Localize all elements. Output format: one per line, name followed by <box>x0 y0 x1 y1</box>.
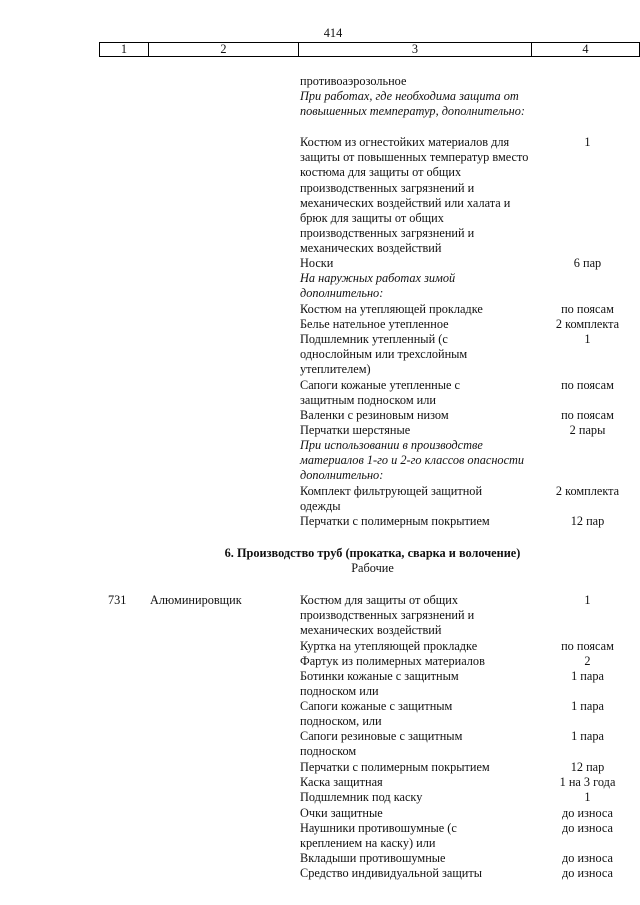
column-header-2: 2 <box>148 43 298 56</box>
item-qty: 1 пара <box>571 699 604 713</box>
item-text: Средство индивидуальной защиты <box>300 866 483 880</box>
list-item <box>300 302 530 317</box>
item-qty: 1 пара <box>571 729 604 743</box>
item-text: Каска защитная <box>300 775 383 789</box>
list-item <box>300 821 490 851</box>
item-qty: по поясам <box>561 378 614 392</box>
list-item <box>300 775 530 790</box>
item-text: Вкладыши противошумные <box>300 851 446 865</box>
item-qty: 2 комплекта <box>555 484 620 498</box>
entry-number: 731 <box>108 593 127 607</box>
item-text: Наушники противошумные (с креплением на каску) или <box>300 821 457 851</box>
page-number: 414 <box>323 26 343 40</box>
item-qty: 2 комплекта <box>555 317 620 331</box>
list-item <box>300 806 530 821</box>
list-item <box>300 408 530 423</box>
list-item <box>300 135 530 257</box>
list-item <box>300 639 530 654</box>
item-qty: 1 на 3 года <box>559 775 616 789</box>
list-item <box>300 378 490 408</box>
list-item <box>300 423 530 438</box>
item-text: Белье нательное утепленное <box>300 317 449 331</box>
item-text: При работах, где необходима защита от повышенных температур, дополнительно: <box>300 89 526 119</box>
list-item <box>300 699 485 729</box>
item-text: Фартук из полимерных материалов <box>300 654 485 668</box>
item-qty: 12 пар <box>570 760 605 774</box>
section-title: 6. Производство труб (прокатка, сварка и волочение) <box>224 546 521 560</box>
item-qty: до износа <box>561 806 614 820</box>
list-item <box>300 790 530 805</box>
item-text: Сапоги кожаные утепленные с защитным подноском или <box>300 378 461 408</box>
item-text: Подшлемник под каску <box>300 790 423 804</box>
list-item <box>300 760 530 775</box>
list-item <box>300 514 530 529</box>
subheading <box>300 89 540 119</box>
list-item <box>300 866 530 881</box>
item-text: На наружных работах зимой дополнительно: <box>300 271 456 301</box>
item-text: Валенки с резиновым низом <box>300 408 449 422</box>
item-text: Сапоги резиновые с защитным подноском <box>300 729 463 759</box>
subheading <box>300 271 490 301</box>
item-text: Ботинки кожаные с защитным подноском или <box>300 669 459 699</box>
column-header-row <box>99 42 640 57</box>
column-header-4: 4 <box>531 43 639 56</box>
list-item <box>300 317 530 332</box>
list-item <box>300 484 515 514</box>
list-item <box>300 729 485 759</box>
item-qty: 1 <box>584 593 591 607</box>
item-text: Комплект фильтрующей защитной одежды <box>300 484 483 514</box>
item-text: Костюм для защиты от общих производственных загрязнений и механических воздействий <box>300 593 475 638</box>
item-qty: до износа <box>561 851 614 865</box>
item-qty: до износа <box>561 821 614 835</box>
item-text: Очки защитные <box>300 806 383 820</box>
list-item <box>300 332 500 378</box>
item-text: При использовании в производстве материалов 1-го и 2-го классов опасности дополнительно: <box>300 438 525 483</box>
item-qty: 2 <box>584 654 591 668</box>
item-text: Носки <box>300 256 334 270</box>
subheading <box>300 438 525 484</box>
item-qty: 1 пара <box>571 669 604 683</box>
item-qty: до износа <box>561 866 614 880</box>
item-qty: по поясам <box>561 408 614 422</box>
list-item <box>300 256 530 271</box>
column-header-3: 3 <box>298 43 531 56</box>
list-item <box>300 669 485 699</box>
item-qty: 1 <box>584 332 591 346</box>
item-text: Перчатки шерстяные <box>300 423 411 437</box>
list-item <box>300 654 530 669</box>
item-qty: 1 <box>584 135 591 149</box>
item-qty: 1 <box>584 790 591 804</box>
item-text: Куртка на утепляющей прокладке <box>300 639 478 653</box>
list-item <box>300 74 530 89</box>
item-qty: по поясам <box>561 302 614 316</box>
section-subtitle: Рабочие <box>351 561 394 575</box>
column-header-1: 1 <box>120 42 128 56</box>
item-qty: 2 пары <box>569 423 606 437</box>
item-text: Костюм из огнестойких материалов для защиты от повышенных температур вместо костюма для защиты от общих производственных загрязнений и механических воздействий или халата и брюк для защиты от общих производственных загрязнений и механических воздействий <box>300 135 529 256</box>
item-text: Сапоги кожаные с защитным подноском, или <box>300 699 453 729</box>
item-text: Перчатки с полимерным покрытием <box>300 514 490 528</box>
item-text: противоаэрозольное <box>300 74 407 88</box>
item-text: Перчатки с полимерным покрытием <box>300 760 490 774</box>
entry-profession: Алюминировщик <box>150 593 242 607</box>
item-qty: по поясам <box>561 639 614 653</box>
list-item <box>300 851 530 866</box>
item-text: Подшлемник утепленный (с однослойным или трехслойным утеплителем) <box>300 332 468 377</box>
item-qty: 12 пар <box>570 514 605 528</box>
item-text: Костюм на утепляющей прокладке <box>300 302 483 316</box>
item-qty: 6 пар <box>573 256 602 270</box>
list-item <box>300 593 505 639</box>
